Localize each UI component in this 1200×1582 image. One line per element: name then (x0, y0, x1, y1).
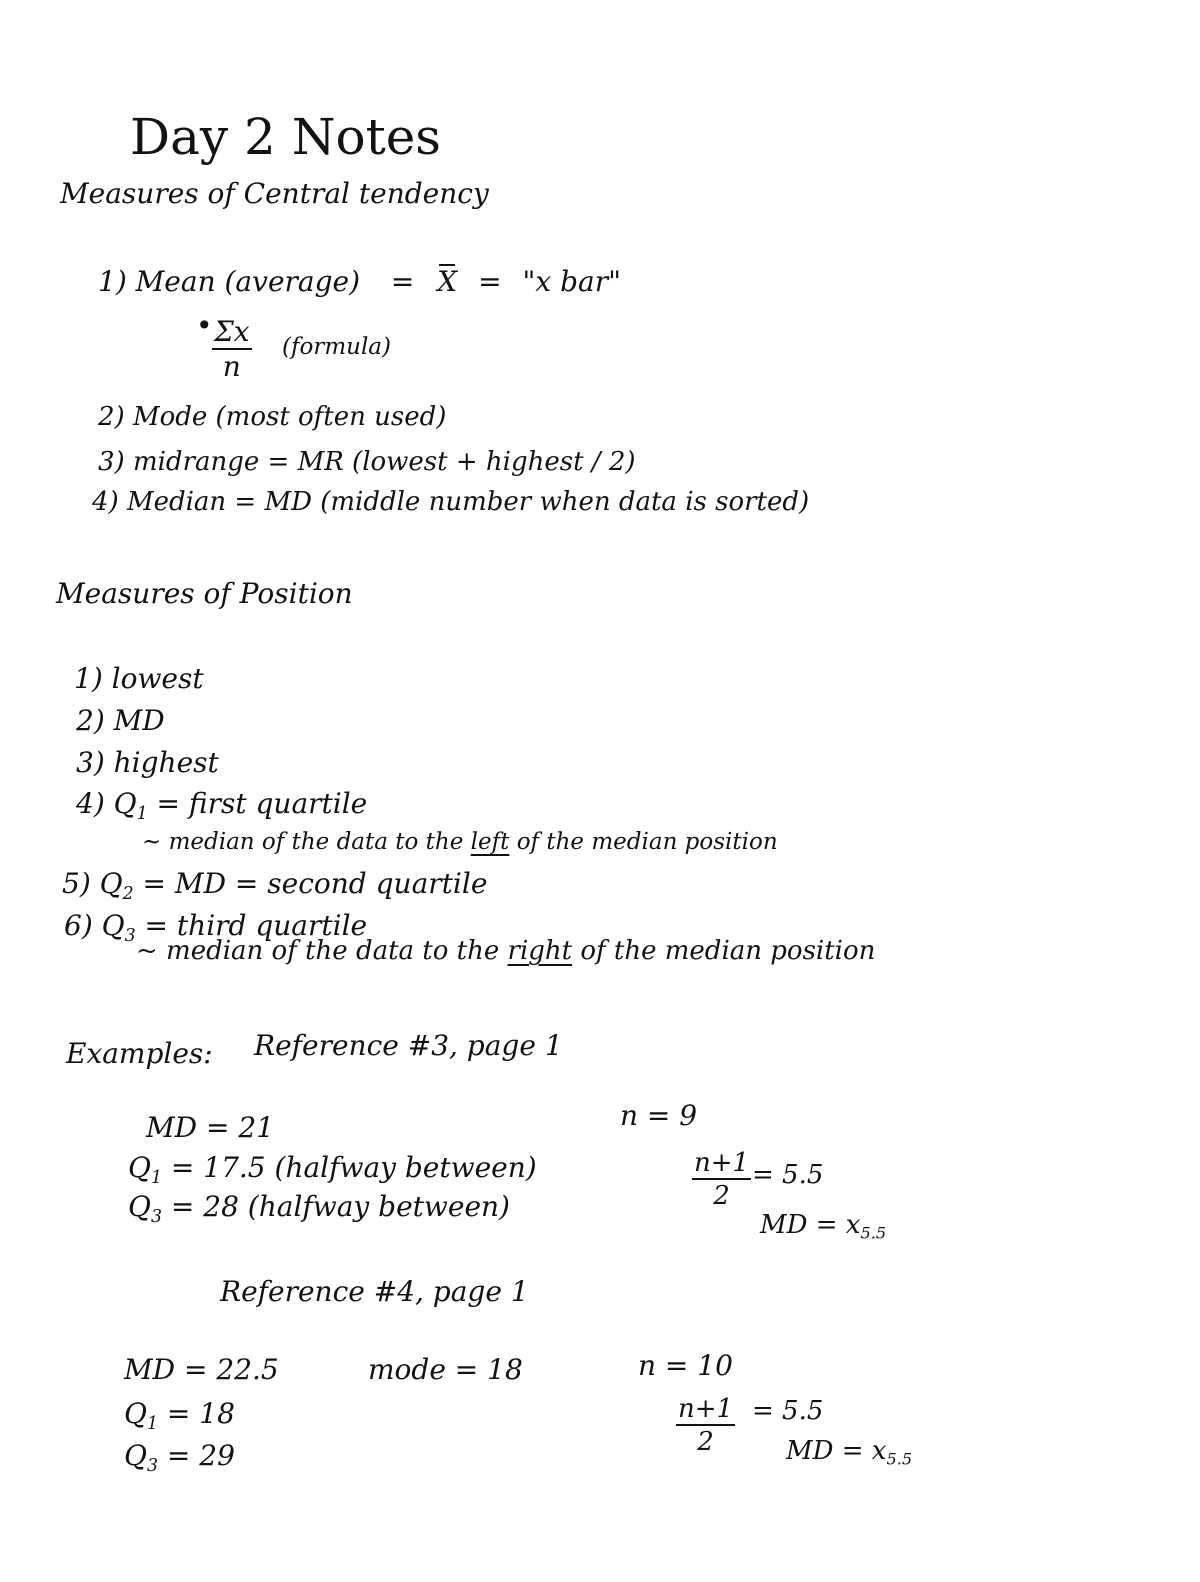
position-item: 2) MD (76, 704, 165, 737)
position-heading: Measures of Position (56, 577, 353, 610)
q1-line (76, 787, 368, 825)
position-item: 1) lowest (74, 662, 204, 695)
mean-label: 1) Mean (average) (98, 265, 361, 298)
q2-subscript: 2 (122, 884, 134, 905)
ref2-sample-size: n = 10 (638, 1349, 733, 1382)
mode-line: 2) Mode (most often used) (98, 402, 447, 432)
ref1-position-fraction: $\frac{n+1}{2}$ (694, 1148, 750, 1211)
ref1-position-result: = 5.5 (752, 1160, 824, 1190)
x-bar-symbol: X (437, 265, 458, 298)
q1-subscript: 1 (136, 804, 148, 825)
ref1-q1: $Q_1 = 17.5$ (halfway between) (128, 1151, 537, 1189)
ref2-q3: $Q_3 = 29$ (124, 1439, 235, 1477)
formula-bullet: • (196, 309, 213, 342)
ref1-sample-size: n = 9 (620, 1099, 698, 1132)
median-line: 4) Median = MD (middle number when data is sorted) (92, 487, 810, 517)
examples-label: Examples: (66, 1037, 213, 1070)
q2-rest: = MD = second quartile (133, 867, 488, 900)
ref2-position-fraction: $\frac{n+1}{2}$ (678, 1394, 734, 1457)
mean-formula-fraction (212, 315, 252, 383)
right-emphasis: right (507, 936, 573, 966)
x-bar-alias: "x bar" (522, 265, 621, 298)
q1-note: ~ median of the data to the left of the median position (142, 829, 778, 855)
formula-numerator: Σx (214, 315, 250, 348)
ref1-q3: $Q_3 = 28$ (halfway between) (128, 1190, 510, 1228)
ref2-mode: mode = 18 (368, 1353, 523, 1386)
ref1-median-position: MD = $x_{5.5}$ (760, 1210, 887, 1243)
ref2-position-result: = 5.5 (752, 1396, 824, 1426)
equals-sign: = (390, 265, 415, 298)
formula-note: (formula) (282, 334, 391, 360)
reference-3-title: Reference #3, page 1 (254, 1029, 563, 1062)
q1-rest: = first quartile (147, 787, 368, 820)
position-item: 3) highest (76, 746, 219, 779)
q3-note: ~ median of the data to the right of the median position (136, 936, 876, 966)
q2-line (62, 867, 488, 905)
ref1-median: MD = 21 (146, 1111, 275, 1144)
ref2-median-position: MD = $x_{5.5}$ (786, 1436, 913, 1469)
q3-subscript: 3 (124, 926, 136, 947)
ref2-q1: $Q_1 = 18$ (124, 1397, 235, 1435)
equals-sign: = (478, 265, 502, 298)
midrange-line: 3) midrange = MR (lowest + highest / 2) (98, 447, 636, 477)
reference-4-title: Reference #4, page 1 (220, 1275, 529, 1308)
left-emphasis: left (470, 829, 510, 855)
formula-denominator: n (222, 350, 241, 383)
q3-prefix: 6) Q (64, 909, 125, 942)
page-title: Day 2 Notes (130, 108, 441, 166)
q1-prefix: 4) Q (76, 787, 137, 820)
q3-rest: = third quartile (135, 909, 368, 942)
q2-prefix: 5) Q (62, 867, 123, 900)
mean-line (98, 265, 621, 298)
ref2-median: MD = 22.5 (124, 1353, 279, 1386)
central-tendency-heading: Measures of Central tendency (60, 177, 489, 210)
